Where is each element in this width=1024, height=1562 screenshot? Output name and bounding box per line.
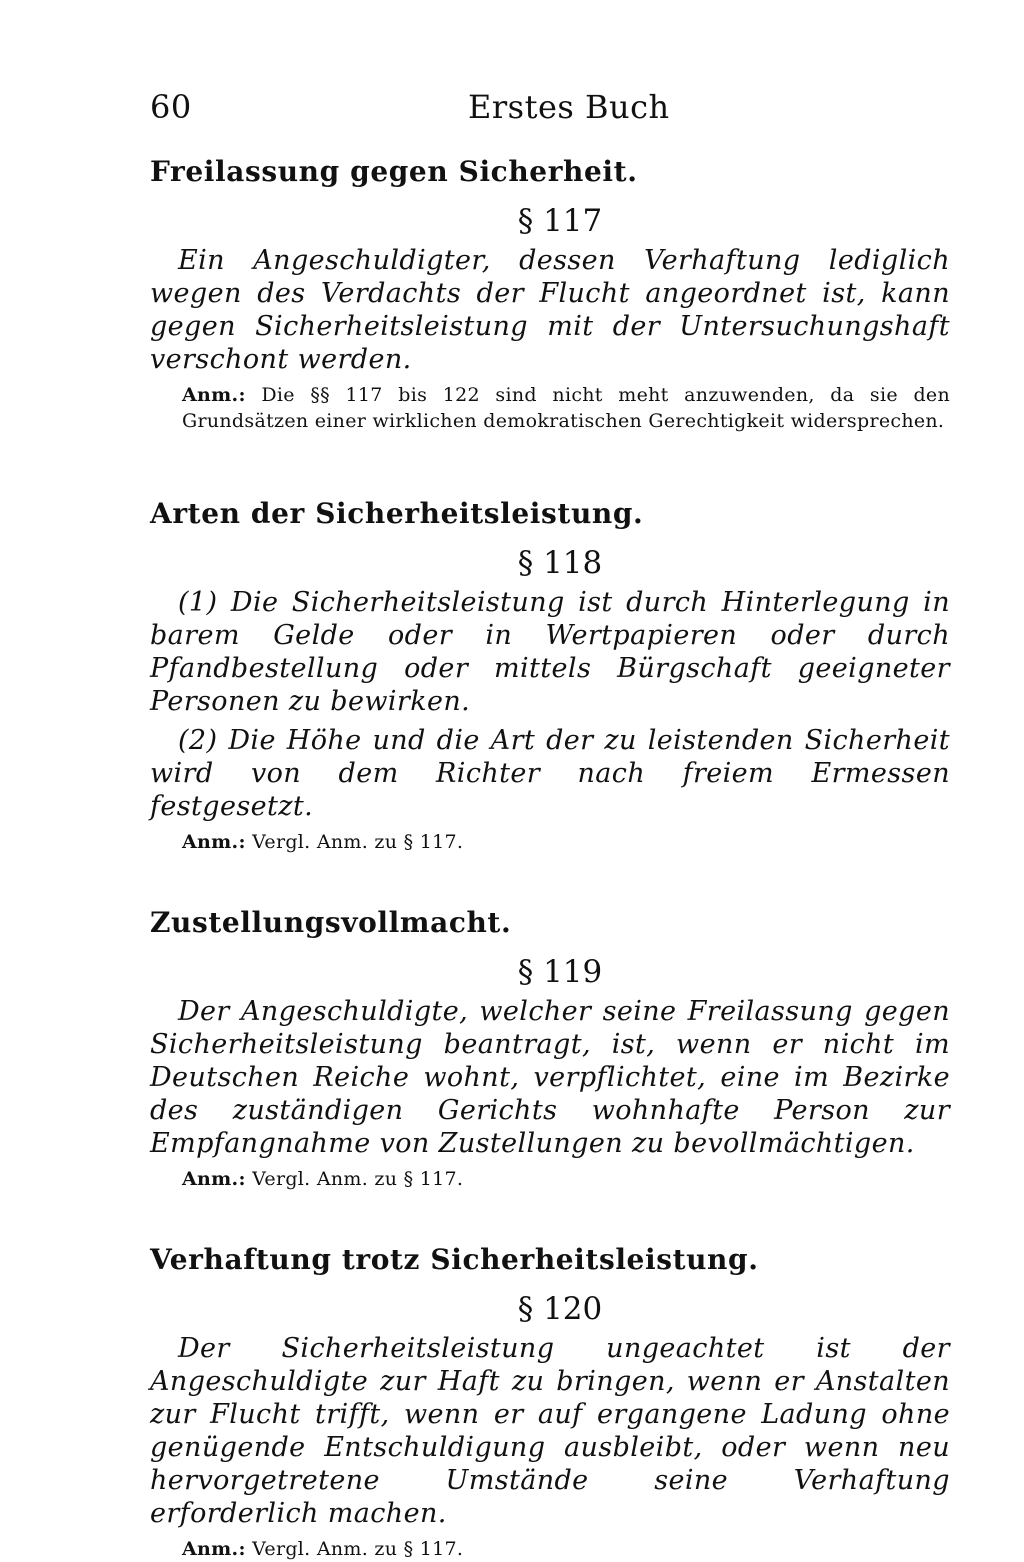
book-title: Erstes Buch — [468, 88, 670, 126]
note-text: Vergl. Anm. zu § 117. — [252, 1538, 464, 1560]
note-label: Anm.: — [182, 831, 246, 853]
paragraph-text: Der Sicherheitsleistung ungeachtet ist der Angeschuldigte zur Haft zu bringen, wenn er Anstalten zur Flucht trifft, wenn er auf ergangene Ladung ohne genügende Entschuldigung ausbleibt, oder wenn neu hervorgetretene Umstände seine Verhaftung erforderlich machen. — [150, 1333, 950, 1529]
annotation-note — [150, 382, 950, 434]
note-label: Anm.: — [182, 384, 246, 406]
note-text: Vergl. Anm. zu § 117. — [252, 831, 464, 853]
annotation-note — [150, 829, 950, 855]
section-119 — [150, 903, 950, 1192]
paragraph-text: Der Angeschuldigte, welcher seine Freilassung gegen Sicherheitsleistung beantragt, ist, wenn er nicht im Deutschen Reiche wohnt, verpflichtet, eine im Bezirke des zuständigen Gerichts wohnhafte Person zur Empfangnahme von Zustellungen zu bevollmächtigen. — [150, 996, 950, 1159]
paragraph-number: § 118 — [517, 545, 603, 581]
note-text: Die §§ 117 bis 122 sind nicht meht anzuwenden, da sie den Grundsätzen einer wirklichen demokratischen Gerechtigkeit widersprechen. — [182, 384, 950, 432]
paragraph-text: (2) Die Höhe und die Art der zu leistenden Sicherheit wird von dem Richter nach freiem Ermessen festgesetzt. — [150, 725, 950, 822]
paragraph-number: § 117 — [517, 203, 603, 239]
page-content — [150, 140, 950, 1562]
section-118 — [150, 494, 950, 855]
section-heading: Arten der Sicherheitsleistung. — [150, 497, 644, 530]
annotation-note — [150, 1536, 950, 1562]
section-120 — [150, 1240, 950, 1562]
paragraph-text: Ein Angeschuldigter, dessen Verhaftung lediglich wegen des Verdachts der Flucht angeordnet ist, kann gegen Sicherheitsleistung mit der Untersuchungshaft verschont werden. — [150, 245, 950, 375]
paragraph-number: § 119 — [517, 954, 603, 990]
section-117 — [150, 152, 950, 434]
annotation-note — [150, 1166, 950, 1192]
note-text: Vergl. Anm. zu § 117. — [252, 1168, 464, 1190]
note-label: Anm.: — [182, 1168, 246, 1190]
section-heading: Freilassung gegen Sicherheit. — [150, 155, 638, 188]
section-heading: Zustellungsvollmacht. — [150, 906, 512, 939]
page-number: 60 — [150, 88, 192, 126]
paragraph-number: § 120 — [517, 1291, 603, 1327]
page-header — [0, 80, 1024, 130]
section-heading: Verhaftung trotz Sicherheitsleistung. — [150, 1243, 759, 1276]
note-label: Anm.: — [182, 1538, 246, 1560]
paragraph-text: (1) Die Sicherheitsleistung ist durch Hinterlegung in barem Gelde oder in Wertpapieren oder durch Pfandbestellung oder mittels Bürgschaft geeigneter Personen zu bewirken. — [150, 587, 950, 717]
